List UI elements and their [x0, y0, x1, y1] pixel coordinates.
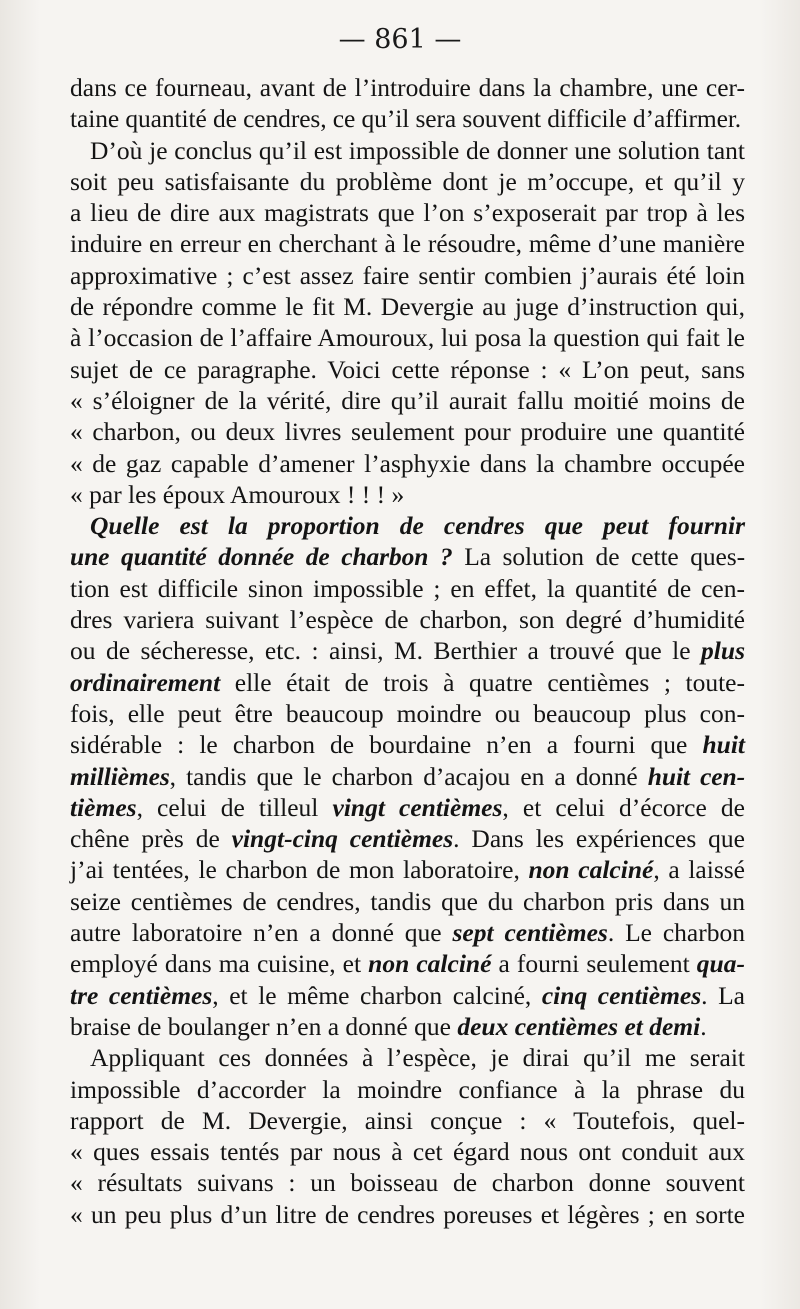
text-segment: induire en erreur en cherchant à le résoudre, même d’une manière — [70, 229, 745, 259]
text-line — [70, 291, 745, 322]
italic-text: sept centièmes — [452, 918, 608, 948]
text-segment: autre laboratoire n’en a donné que — [70, 918, 453, 948]
text-segment: fois, elle peut être beaucoup moindre ou beaucoup plus con- — [70, 698, 745, 728]
text-segment: chêne près de — [70, 824, 232, 854]
text-line — [70, 510, 745, 541]
text-line — [70, 1167, 745, 1198]
text-line — [70, 1105, 745, 1136]
text-line — [70, 980, 745, 1011]
text-segment: employé dans ma cuisine, et — [70, 949, 369, 979]
text-segment: , a laissé — [653, 855, 745, 885]
text-segment: « s’éloigner de la vérité, dire qu’il aurait fallu moitié moins de — [70, 385, 745, 415]
italic-text: deux centièmes et demi — [457, 1011, 701, 1041]
text-line — [70, 541, 745, 572]
body-text — [70, 72, 745, 1230]
text-line — [70, 635, 745, 666]
italic-text: ordinairement — [70, 667, 221, 697]
text-segment: sujet de ce paragraphe. Voici cette réponse : « L’on peut, sans — [70, 354, 745, 384]
text-line — [70, 667, 745, 698]
italic-text: Quelle est la proportion de cendres que peut fournir — [90, 511, 745, 541]
text-line — [70, 729, 745, 760]
italic-text: tre centièmes — [70, 980, 213, 1010]
text-line — [70, 228, 745, 259]
text-line — [70, 1042, 745, 1073]
text-line — [70, 917, 745, 948]
text-line — [70, 573, 745, 604]
text-segment: . Le charbon — [607, 918, 745, 948]
text-segment: « résultats suivans : un boisseau de charbon donne souvent — [70, 1168, 745, 1198]
text-line — [70, 886, 745, 917]
italic-text: non calciné — [528, 855, 654, 885]
text-line — [70, 1199, 745, 1230]
text-segment: ou de sécheresse, etc. : ainsi, M. Berthier a trouvé que le — [70, 636, 702, 666]
text-segment: a fourni seulement — [491, 949, 697, 979]
text-line — [70, 260, 745, 291]
text-segment: soit peu satisfaisante du problème dont je m’occupe, et qu’il y — [70, 166, 745, 196]
text-line — [70, 854, 745, 885]
italic-text: vingt centièmes — [332, 792, 503, 822]
text-segment: , celui de tilleul — [136, 792, 333, 822]
text-segment: . La — [701, 980, 745, 1010]
text-line — [70, 698, 745, 729]
text-line — [70, 792, 745, 823]
text-segment: taine quantité de cendres, ce qu’il sera souvent difficile d’affirmer. — [70, 104, 742, 134]
italic-text: huit — [702, 730, 745, 760]
text-segment: dres variera suivant l’espèce de charbon, son degré d’humidité — [70, 605, 745, 635]
text-line — [70, 197, 745, 228]
text-segment: « un peu plus d’un litre de cendres poreuses et légères ; en sorte — [70, 1199, 745, 1229]
text-segment: , tandis que le charbon d’acajou en a donné — [169, 761, 648, 791]
italic-text: qua- — [696, 949, 745, 979]
text-line — [70, 448, 745, 479]
text-line — [70, 166, 745, 197]
text-line — [70, 135, 745, 166]
text-segment: La solution de cette ques- — [452, 542, 745, 572]
text-line — [70, 1136, 745, 1167]
text-segment: Appliquant ces données à l’espèce, je dirai qu’il me serait — [90, 1043, 745, 1073]
text-line — [70, 322, 745, 353]
text-line — [70, 604, 745, 635]
text-line — [70, 479, 745, 510]
text-segment: elle était de trois à quatre centièmes ; toute- — [220, 667, 745, 697]
text-line — [70, 385, 745, 416]
text-segment: D’où je conclus qu’il est impossible de donner une solution tant — [90, 135, 745, 165]
italic-text: plus — [701, 636, 745, 666]
text-segment: de répondre comme le fit M. Devergie au juge d’instruction qui, — [70, 292, 745, 322]
text-segment: j’ai tentées, le charbon de mon laboratoire, — [70, 855, 529, 885]
text-segment: braise de boulanger n’en a donné que — [70, 1011, 458, 1041]
italic-text: millièmes — [70, 761, 170, 791]
text-segment: a lieu de dire aux magistrats que l’on s’exposerait par trop à les — [70, 198, 745, 228]
text-line — [70, 416, 745, 447]
text-segment: « de gaz capable d’amener l’asphyxie dans la chambre occupée — [70, 448, 745, 478]
text-line — [70, 103, 745, 134]
text-segment: à l’occasion de l’affaire Amouroux, lui posa la question qui fait le — [70, 323, 745, 353]
italic-text: non calciné — [368, 949, 492, 979]
text-segment: . Dans les expériences que — [453, 824, 745, 854]
text-segment: . — [700, 1011, 707, 1041]
text-line — [70, 948, 745, 979]
text-line — [70, 823, 745, 854]
text-segment: « ques essais tentés par nous à cet égard nous ont conduit aux — [70, 1137, 745, 1167]
italic-text: tièmes — [70, 792, 137, 822]
text-line — [70, 1011, 745, 1042]
text-line — [70, 1074, 745, 1105]
text-line — [70, 354, 745, 385]
text-segment: « par les époux Amouroux ! ! ! » — [70, 479, 405, 509]
text-segment: sidérable : le charbon de bourdaine n’en a fourni que — [70, 730, 703, 760]
text-line — [70, 761, 745, 792]
text-segment: seize centièmes de cendres, tandis que du charbon pris dans un — [70, 886, 745, 916]
text-segment: , et le même charbon calciné, — [212, 980, 542, 1010]
italic-text: cinq centièmes — [541, 980, 702, 1010]
text-segment: dans ce fourneau, avant de l’introduire dans la chambre, une cer- — [70, 73, 745, 102]
italic-text: une quantité donnée de charbon ? — [70, 542, 453, 572]
page-number: — 861 — — [338, 24, 462, 55]
text-segment: rapport de M. Devergie, ainsi conçue : « Toutefois, quel- — [70, 1105, 745, 1135]
italic-text: vingt-cinq centièmes — [231, 824, 454, 854]
text-segment: approximative ; c’est assez faire sentir combien j’aurais été loin — [70, 260, 745, 290]
text-segment: , et celui d’écorce de — [502, 792, 745, 822]
text-line — [70, 72, 745, 103]
text-segment: tion est difficile sinon impossible ; en effet, la quantité de cen- — [70, 573, 745, 603]
text-segment: impossible d’accorder la moindre confiance à la phrase du — [70, 1074, 745, 1104]
text-segment: « charbon, ou deux livres seulement pour produire une quantité — [70, 417, 745, 447]
italic-text: huit cen- — [647, 761, 745, 791]
